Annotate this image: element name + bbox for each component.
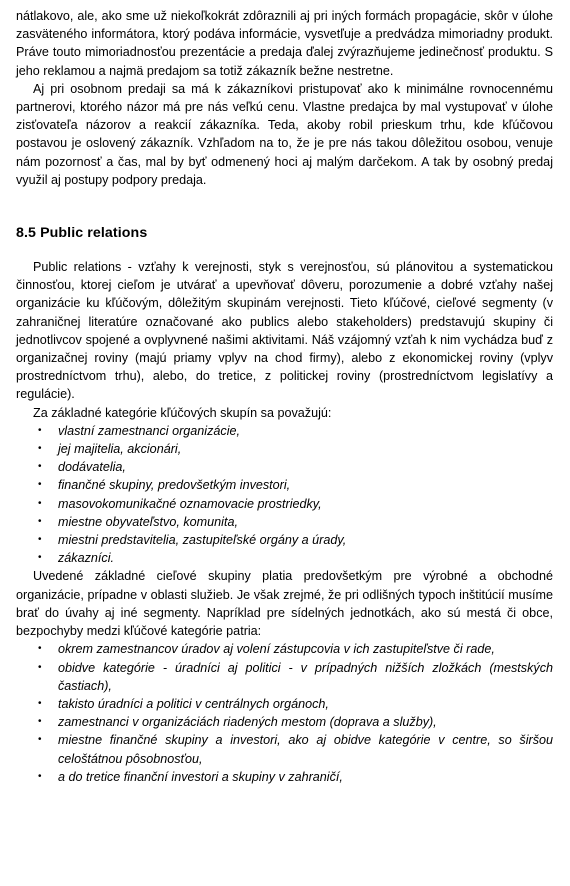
intro-paragraph-2: Aj pri osobnom predaji sa má k zákazníkovi pristupovať ako k minimálne rovnocennému partnerovi, ktorého názor má pre nás veľkú cenu. Vlastne predajca by mal vystupovať v úlohe zisťovateľa názorov a reakcií zákazníka. Teda, akoby robil prieskum trhu, kde kľúčovou postavou je oslovený zákazník. Vzhľadom na to, že je pre nás takou dôležitou osobou, venuje nám pozornosť a čas, mal by byť odmenený hoci aj malým darčekom. A tak by osobný predaj využil aj postupy podpory predaja. <box>16 81 553 187</box>
bullet-icon: • <box>38 479 42 491</box>
bullet-icon: • <box>38 697 42 709</box>
list-1-intro: Za základné kategórie kľúčových skupín sa považujú: <box>33 405 332 420</box>
list-item <box>16 695 553 713</box>
bullet-icon: • <box>38 534 42 546</box>
list-item <box>16 440 553 458</box>
list-item-text: finančné skupiny, predovšetkým investori, <box>58 478 291 493</box>
bullet-icon: • <box>38 424 42 436</box>
list-item <box>16 731 553 767</box>
list-item-text: zákazníci. <box>58 551 114 566</box>
document-page <box>16 7 553 786</box>
bullet-icon: • <box>38 515 42 527</box>
section-heading: 8.5 Public relations <box>16 225 148 242</box>
bullet-icon: • <box>38 734 42 746</box>
bullet-icon: • <box>38 443 42 455</box>
key-groups-list <box>16 422 553 568</box>
bullet-icon: • <box>38 716 42 728</box>
list-item <box>16 476 553 494</box>
bullet-icon: • <box>38 552 42 564</box>
list-item-text: zamestnanci v organizáciách riadených mestom (doprava a služby), <box>58 715 437 730</box>
list-item <box>16 768 553 786</box>
municipal-groups-list <box>16 640 553 786</box>
list-item-text: okrem zamestnancov úradov aj volení zástupcovia v ich zastupiteľstve či rade, <box>58 642 495 657</box>
list-item <box>16 659 553 695</box>
list-item-text: jej majitelia, akcionári, <box>58 442 182 457</box>
bullet-icon: • <box>38 661 42 673</box>
list-item-text: dodávatelia, <box>58 460 126 475</box>
section-paragraph-2: Uvedené základné cieľové skupiny platia predovšetkým pre výrobné a obchodné organizácie, prípadne v oblasti služieb. Je však zrejmé, že pri odlišných typoch inštitúcií musíme brať do úvahy aj iné segmenty. Napríklad pre sídelných jednotkách, ako sú mestá či obce, bezpochyby medzi kľúčové kategórie patria: <box>16 569 553 639</box>
list-item <box>16 513 553 531</box>
list-item-text: a do tretice finanční investori a skupiny v zahraničí, <box>58 769 343 784</box>
bullet-icon: • <box>38 461 42 473</box>
list-item <box>16 458 553 476</box>
list-item <box>16 640 553 658</box>
bullet-icon: • <box>38 497 42 509</box>
list-item <box>16 549 553 567</box>
list-item <box>16 713 553 731</box>
list-item-text: vlastní zamestnanci organizácie, <box>58 423 241 438</box>
list-item-text: obidve kategórie - úradníci aj politici - v prípadných nižších zložkách (mestských častiach), <box>58 660 553 693</box>
list-item-text: takisto úradníci a politici v centrálnych orgánoch, <box>58 696 329 711</box>
list-item-text: miestne finančné skupiny a investori, ako aj obidve kategórie v centre, so širšou celoštátnou pôsobnosťou, <box>58 733 553 766</box>
list-item <box>16 422 553 440</box>
list-item-text: miestne obyvateľstvo, komunita, <box>58 514 238 529</box>
list-item <box>16 531 553 549</box>
list-item-text: masovokomunikačné oznamovacie prostriedky, <box>58 496 322 511</box>
list-item-text: miestni predstavitelia, zastupiteľské orgány a úrady, <box>58 533 347 548</box>
intro-paragraph-1: nátlakovo, ale, ako sme už niekoľkokrát zdôraznili aj pri iných formách propagácie, skôr v úlohe zasväteného informátora, ktorý podáva informácie, vysvetľuje a predvádza mimoriadny produkt. Práve touto mimoriadnosťou prezentácie a predaja ďalej zvýrazňujeme jedinečnosť produktu. S jeho reklamou a najmä predajom sa totiž zákazník bežne nestretne. <box>16 9 553 78</box>
bullet-icon: • <box>38 643 42 655</box>
section-paragraph-1: Public relations - vzťahy k verejnosti, styk s verejnosťou, sú plánovitou a systematickou činnosťou, ktorej cieľom je utvárať a upevňovať dôveru, porozumenie a dobré vzťahy našej organizácie ku kľúčovým, dôležitým skupinám verejnosti. Tieto kľúčové, cieľové segmenty (v zahraničnej literatúre označované ako publics alebo stakeholders) predstavujú skupiny či jednotlivcov spojené a ovplyvnené našimi aktivitami. Náš vzájomný vzťah k nim vychádza buď z organizačnej roviny (majú priamy vplyv na chod firmy), alebo z ekonomickej roviny (vplyv prostredníctvom trhu), alebo, do tretice, z politickej roviny (prostredníctvom legislatívy a regulácie). <box>16 260 553 402</box>
bullet-icon: • <box>38 770 42 782</box>
list-item <box>16 495 553 513</box>
